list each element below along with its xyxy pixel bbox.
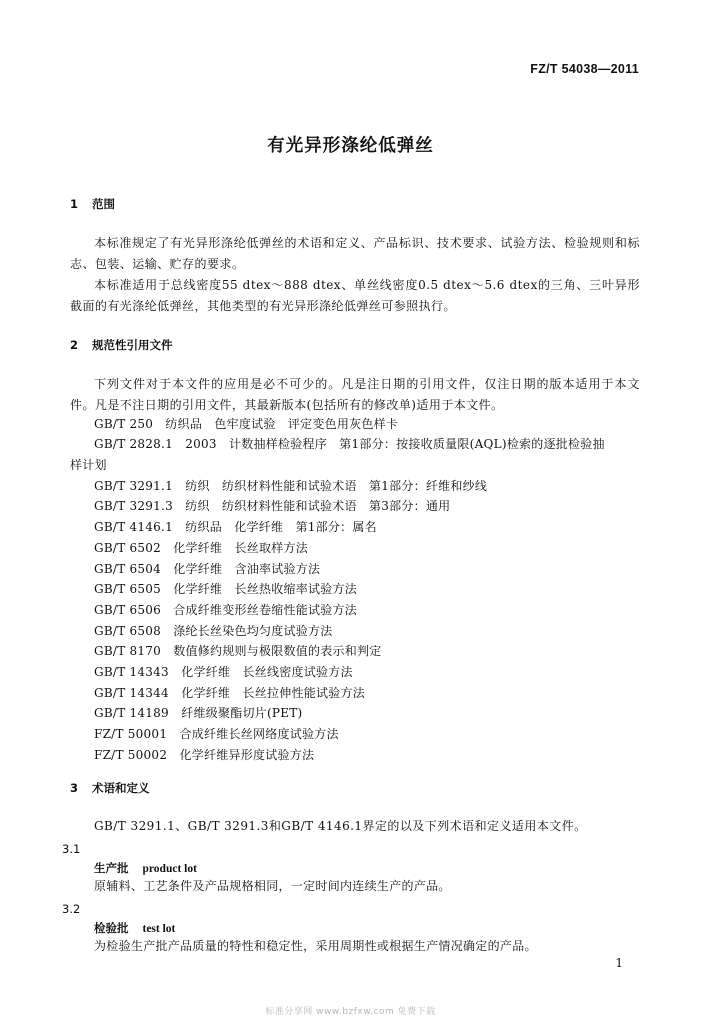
reference-item: GB/T 2828.1 2003 计数抽样检验程序 第1部分：按接收质量限(AQL)检索的逐批检验抽样计划 — [70, 437, 605, 472]
scope-paragraph-1: 本标准规定了有光异形涤纶低弹丝的术语和定义、产品标识、技术要求、试验方法、检验规则和标志、包装、运输、贮存的要求。 — [70, 236, 640, 271]
section-title: 术语和定义 — [92, 781, 150, 795]
reference-item: FZ/T 50001 合成纤维长丝网络度试验方法 — [94, 727, 339, 741]
section-3-heading — [70, 780, 150, 796]
reference-item: GB/T 14343 化学纤维 长丝线密度试验方法 — [94, 665, 353, 679]
section-number: 2 — [70, 338, 79, 352]
reference-item: FZ/T 50002 化学纤维异形度试验方法 — [94, 748, 315, 762]
term-name-zh: 检验批 — [94, 921, 129, 935]
term-name-zh: 生产批 — [94, 861, 129, 875]
reference-item: GB/T 6502 化学纤维 长丝取样方法 — [94, 541, 309, 555]
reference-item: GB/T 4146.1 纺织品 化学纤维 第1部分：属名 — [94, 520, 377, 534]
reference-item: GB/T 6506 合成纤维变形丝卷缩性能试验方法 — [94, 603, 358, 617]
standard-code: FZ/T 54038—2011 — [530, 62, 639, 76]
reference-item: GB/T 250 纺织品 色牢度试验 评定变色用灰色样卡 — [94, 417, 399, 431]
section-title: 范围 — [92, 197, 115, 211]
term-heading — [94, 920, 175, 936]
section-number: 1 — [70, 197, 79, 211]
term-number: 3.2 — [62, 902, 81, 916]
watermark-text: 标准分享网 www.bzfxw.com 免费下载 — [265, 1007, 436, 1017]
reference-item: GB/T 8170 数值修约规则与极限数值的表示和判定 — [94, 644, 382, 658]
term-definition: 为检验生产批产品质量的特性和稳定性，采用周期性或根据生产情况确定的产品。 — [94, 939, 537, 953]
reference-item: GB/T 6508 涤纶长丝染色均匀度试验方法 — [94, 624, 333, 638]
term-name-en: product lot — [142, 863, 197, 875]
document-title: 有光异形涤纶低弹丝 — [267, 136, 434, 156]
reference-item: GB/T 3291.3 纺织 纺织材料性能和试验术语 第3部分：通用 — [94, 499, 451, 513]
reference-item: GB/T 14189 纤维级聚酯切片(PET) — [94, 706, 303, 720]
reference-item: GB/T 6504 化学纤维 含油率试验方法 — [94, 562, 321, 576]
term-name-en: test lot — [142, 923, 176, 935]
reference-item: GB/T 3291.1 纺织 纺织材料性能和试验术语 第1部分：纤维和纱线 — [94, 479, 488, 493]
term-definition: 原辅料、工艺条件及产品规格相同，一定时间内连续生产的产品。 — [94, 879, 451, 893]
normative-intro: 下列文件对于本文件的应用是必不可少的。凡是注日期的引用文件，仅注日期的版本适用于本文件。凡是不注日期的引用文件，其最新版本(包括所有的修改单)适用于本文件。 — [70, 377, 640, 412]
section-title: 规范性引用文件 — [92, 338, 173, 352]
section-1-heading — [70, 196, 115, 212]
terms-intro: GB/T 3291.1、GB/T 3291.3和GB/T 4146.1界定的以及下列术语和定义适用本文件。 — [94, 819, 587, 833]
section-number: 3 — [70, 781, 79, 795]
section-2-heading — [70, 337, 173, 353]
reference-item: GB/T 14344 化学纤维 长丝拉伸性能试验方法 — [94, 686, 365, 700]
term-number: 3.1 — [62, 842, 81, 856]
reference-item: GB/T 6505 化学纤维 长丝热收缩率试验方法 — [94, 582, 358, 596]
scope-paragraph-2: 本标准适用于总线密度55 dtex～888 dtex、单丝线密度0.5 dtex～5.6 dtex的三角、三叶异形截面的有光涤纶低弹丝，其他类型的有光异形涤纶低弹丝可参照执行。 — [70, 278, 640, 313]
page-number: 1 — [615, 956, 623, 970]
term-heading — [94, 860, 197, 876]
